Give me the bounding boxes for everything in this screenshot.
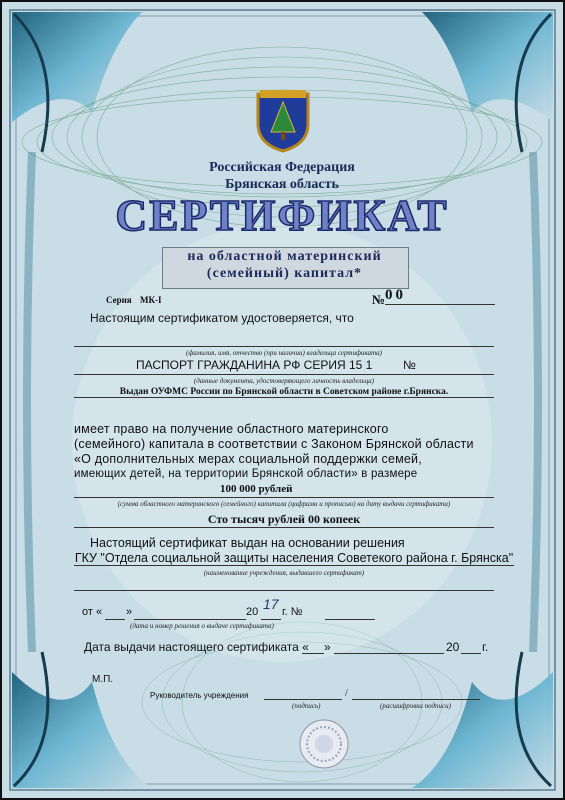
decision-year-handwritten: 17 — [263, 596, 279, 612]
blank-line — [74, 590, 494, 591]
certificate-title: СЕРТИФИКАТ — [115, 191, 449, 240]
hologram-sticker — [300, 720, 348, 768]
right-text-line-3: «О дополнительных мерах социальной поддержки семей, — [74, 452, 422, 466]
header-country: Российская Федерация — [209, 160, 355, 175]
caption-signature: (подпись) — [292, 702, 321, 710]
series-value: МК-I — [140, 295, 162, 305]
caption-fio: (фамилия, имя, отчество (при наличии) владельца сертификата) — [185, 349, 383, 357]
right-text-line-2: (семейного) капитала в соответствии с Законом Брянской области — [74, 437, 474, 451]
corner-ornament-top-right — [422, 12, 553, 152]
right-text-line-1: имеет право на получение областного материнского — [74, 422, 389, 436]
head-label: Руководитель учреждения — [150, 691, 249, 700]
caption-decision: (дата и номер решения о выдаче сертификата) — [130, 622, 274, 630]
decoding-line — [352, 699, 480, 700]
coat-of-arms-emblem — [250, 88, 316, 154]
corner-ornament-top-left — [12, 12, 142, 152]
decision-from: от « — [82, 606, 103, 618]
issue-day-line — [302, 653, 324, 654]
issue-date-close: » — [324, 640, 331, 654]
intro-text: Настоящим сертификатом удостоверяется, что — [90, 311, 354, 325]
subtitle-line-1: на областной материнский — [187, 249, 382, 264]
decision-year-prefix: 20 — [246, 606, 259, 618]
decision-close: » — [126, 606, 133, 618]
issue-year-suffix: г. — [482, 640, 489, 654]
corner-ornament-bottom-left — [12, 652, 152, 788]
amount-digits: 100 000 рублей — [220, 483, 293, 495]
issue-month-line — [334, 653, 444, 654]
decision-number-line — [325, 619, 375, 620]
passport-text: ПАСПОРТ ГРАЖДАНИНА РФ СЕРИЯ 15 1 — [136, 358, 373, 372]
amount-line — [74, 497, 494, 498]
signature-slash: / — [345, 688, 348, 699]
issue-year-line — [461, 653, 481, 654]
decision-month-line — [134, 619, 246, 620]
subtitle-line-2: (семейный) капитал* — [206, 266, 363, 281]
fio-line — [74, 346, 494, 347]
caption-decoding: (расшифровка подписи) — [380, 702, 451, 710]
caption-institution: (наименование учреждения, выдавшего сертификат) — [203, 569, 365, 577]
certificate-number: 00 — [385, 287, 495, 305]
amount-words: Сто тысяч рублей 00 копеек — [74, 512, 494, 528]
series-label: Серия — [106, 295, 132, 305]
issue-date-label: Дата выдачи настоящего сертификата « — [84, 640, 309, 654]
header-region: Брянская область — [225, 177, 339, 192]
caption-document: (данные документа, удостоверяющего личность владельца) — [193, 377, 375, 385]
institution-name: ГКУ "Отдела социальной защиты населения Советекого района г. Брянска" — [74, 551, 514, 565]
decision-day-line — [105, 619, 125, 620]
issued-basis: Настоящий сертификат выдан на основании решения — [90, 536, 405, 550]
issued-by: Выдан ОУФМС России по Брянской области в Советском районе г.Брянска. — [74, 387, 494, 398]
signature-line — [264, 699, 342, 700]
caption-amount: (сумма областного материнского (семейного) капитала (цифрами и прописью) на дату выдачи сертификата) — [117, 500, 451, 508]
issue-year-prefix: 20 — [446, 640, 460, 654]
corner-ornament-bottom-right — [412, 652, 553, 788]
number-sign: № — [372, 292, 386, 307]
stamp-place: М.П. — [92, 674, 114, 685]
passport-number-sign: № — [403, 358, 416, 372]
decision-year-suffix: г. № — [282, 606, 303, 618]
decision-year-line — [261, 619, 281, 620]
right-text-line-4: имеющих детей, на территории Брянской области» в размере — [74, 468, 418, 480]
